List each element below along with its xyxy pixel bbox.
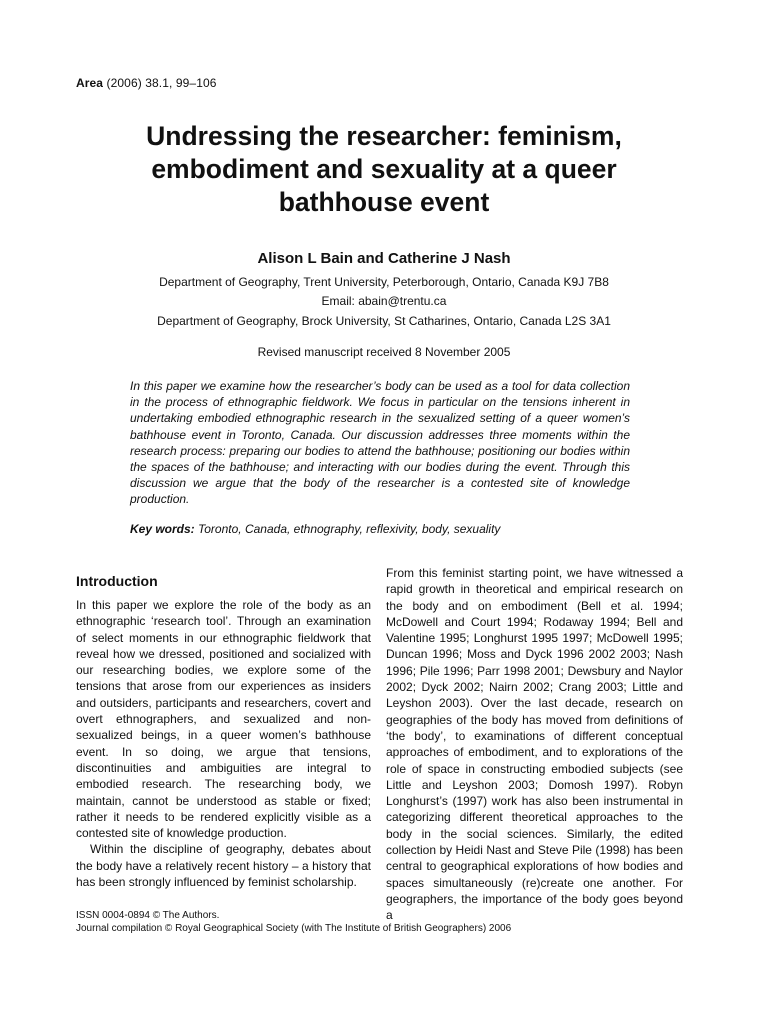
keywords — [130, 522, 650, 536]
author-email: Email: abain@trentu.ca — [321, 294, 447, 308]
issn-line: ISSN 0004-0894 © The Authors. — [76, 910, 220, 921]
citation-details: (2006) 38.1, 99–106 — [103, 76, 217, 90]
keywords-list: Toronto, Canada, ethnography, reflexivity, body, sexuality — [198, 522, 501, 536]
keywords-label: Key words: — [130, 522, 195, 536]
body-column-right — [386, 565, 683, 924]
affiliation-trent: Department of Geography, Trent University, Peterborough, Ontario, Canada K9J 7B8 — [159, 275, 609, 289]
copyright-line: Journal compilation © Royal Geographical Society (with The Institute of British Geographers) 2006 — [76, 923, 512, 934]
intro-paragraph-2-continued: From this feminist starting point, we have witnessed a rapid growth in theoretical and empirical research on the body and on embodiment (Bell et al. 1994; McDowell and Court 1994; Rodaway 1994; Bell and Valentine 1995; Longhurst 1995 1997; McDowell 1995; Duncan 1996; Moss and Dyck 1996 2002 2003; Nash 1996; Pile 1996; Parr 1998 2001; Dewsbury and Naylor 2002; Dyck 2002; Nairn 2002; Crang 2003; Little and Leyshon 2003). Over the last decade, research on geographies of the body has moved from definitions of ‘the body’, to examinations of different conceptual approaches of embodiment, and to explorations of the role of space in constructing embodied subjects (see Little and Leyshon 2003; Domosh 1997). Robyn Longhurst’s (1997) work has also been instrumental in categorizing different theoretical approaches to the body in the social sciences. Similarly, the edited collection by Heidi Nast and Steve Pile (1998) has been central to geographical explorations of how bodies and spaces simultaneously (re)create one another. For geographers, the importance of the body goes beyond a — [386, 566, 683, 923]
journal-name: Area — [76, 76, 104, 90]
received-date: Revised manuscript received 8 November 2005 — [257, 345, 511, 359]
authors: Alison L Bain and Catherine J Nash — [257, 250, 511, 267]
intro-paragraph-1: In this paper we explore the role of the body as an ethnographic ‘research tool’. Through an examination of select moments in our ethnographic fieldwork that reveal how we dressed, positioned and socialized with our researching bodies, we explore some of the tensions that arose from our experiences as insiders and outsiders, participants and researchers, covert and overt ethnographers, and sexualized and non-sexualized beings, in a queer women’s bathhouse event. In so doing, we argue that tensions, discontinuities and ambiguities are integral to embodied research. The researching body, we maintain, cannot be understood as stable or fixed; rather it needs to be rendered explicitly visible as a contested site of knowledge production. — [76, 598, 371, 841]
page-footer — [76, 909, 511, 935]
affiliation-brock: Department of Geography, Brock University, St Catharines, Ontario, Canada L2S 3A1 — [157, 314, 611, 328]
intro-paragraph-2-start: Within the discipline of geography, debates about the body have a relatively recent history – a history that has been strongly influenced by feminist scholarship. — [76, 842, 371, 890]
abstract: In this paper we examine how the researcher’s body can be used as a tool for data collection in the process of ethnographic fieldwork. We focus in particular on the tensions inherent in undertaking embodied ethnographic research in the sexualized setting of a queer women’s bathhouse event in Toronto, Canada. Our discussion addresses three moments within the research process: preparing our bodies to attend the bathhouse; positioning our bodies within the spaces of the bathhouse; and interacting with our bodies during the event. Through this discussion we argue that the body of the researcher is a contested site of knowledge production. — [130, 379, 630, 507]
journal-citation — [76, 76, 217, 90]
body-column-left — [76, 597, 371, 890]
article-title: Undressing the researcher: feminism, embodiment and sexuality at a queer bathhouse event — [146, 121, 622, 217]
section-heading-introduction: Introduction — [76, 573, 158, 589]
